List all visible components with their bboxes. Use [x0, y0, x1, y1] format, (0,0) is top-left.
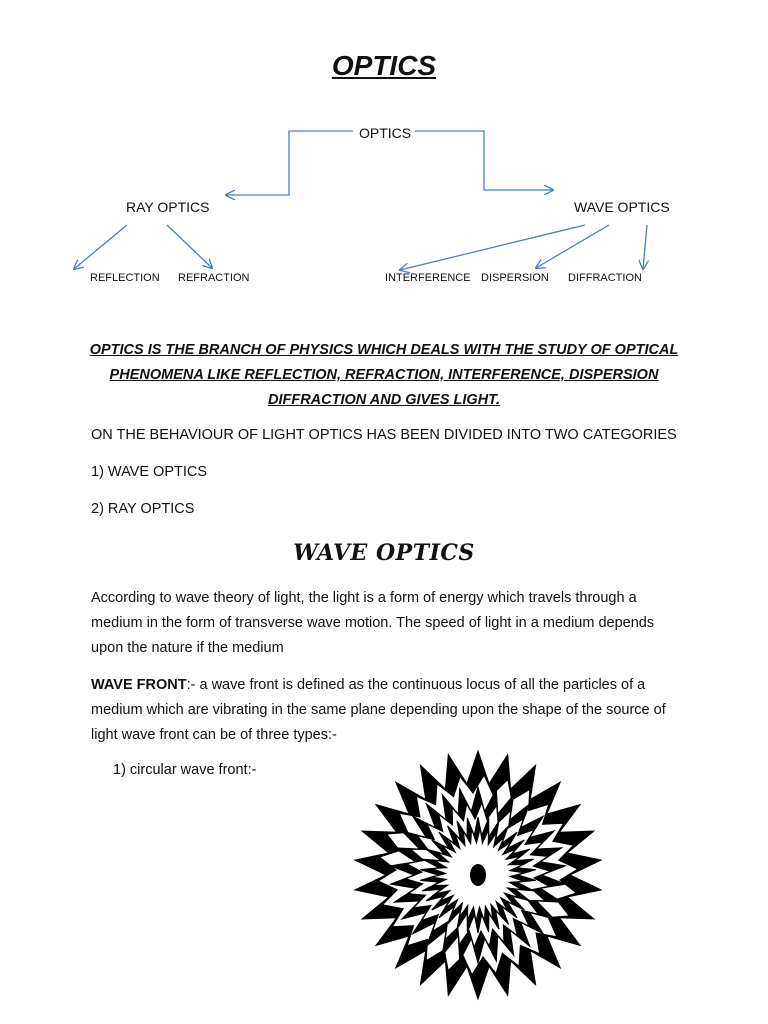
page-title: OPTICS	[331, 50, 437, 81]
wave-front-definition: :- a wave front is defined as the continuous locus of all the particles of a medium which are vibrating in the same plane depending upon the shape of the source of light wave front can be of three types:-	[91, 677, 666, 743]
tree-node-ray-optics: RAY OPTICS	[126, 199, 210, 215]
tree-root-optics: OPTICS	[359, 125, 412, 141]
optics-definition: OPTICS IS THE BRANCH OF PHYSICS WHICH DEALS WITH THE STUDY OF OPTICAL PHENOMENA LIKE REFLECTION, REFRACTION, INTERFERENCE, DISPERSION DIFFRACTION AND GIVES LIGHT.	[89, 342, 679, 408]
tree-leaf-diffraction: DIFFRACTION	[568, 272, 642, 284]
tree-leaf-dispersion: DISPERSION	[481, 272, 549, 284]
tree-leaf-refraction: REFRACTION	[178, 272, 250, 284]
tree-leaf-reflection: REFLECTION	[90, 272, 160, 284]
tree-leaf-interference: INTERFERENCE	[385, 272, 471, 284]
category-ray-optics: 2) RAY OPTICS	[91, 501, 195, 517]
light-source-dot	[470, 864, 486, 886]
categories-intro: ON THE BEHAVIOUR OF LIGHT OPTICS HAS BEEN DIVIDED INTO TWO CATEGORIES	[91, 427, 677, 443]
list-item-circular-wave-front: 1) circular wave front:-	[113, 762, 257, 778]
section-heading-wave-optics: WAVE OPTICS	[293, 540, 475, 566]
wave-theory-paragraph: According to wave theory of light, the light is a form of energy which travels through a medium in the form of transverse wave motion. The speed of light in a medium depends upon the nature if the medium	[91, 590, 655, 656]
tree-node-wave-optics: WAVE OPTICS	[574, 199, 670, 215]
category-wave-optics: 1) WAVE OPTICS	[91, 464, 208, 480]
wave-front-term: WAVE FRONT	[91, 677, 187, 693]
